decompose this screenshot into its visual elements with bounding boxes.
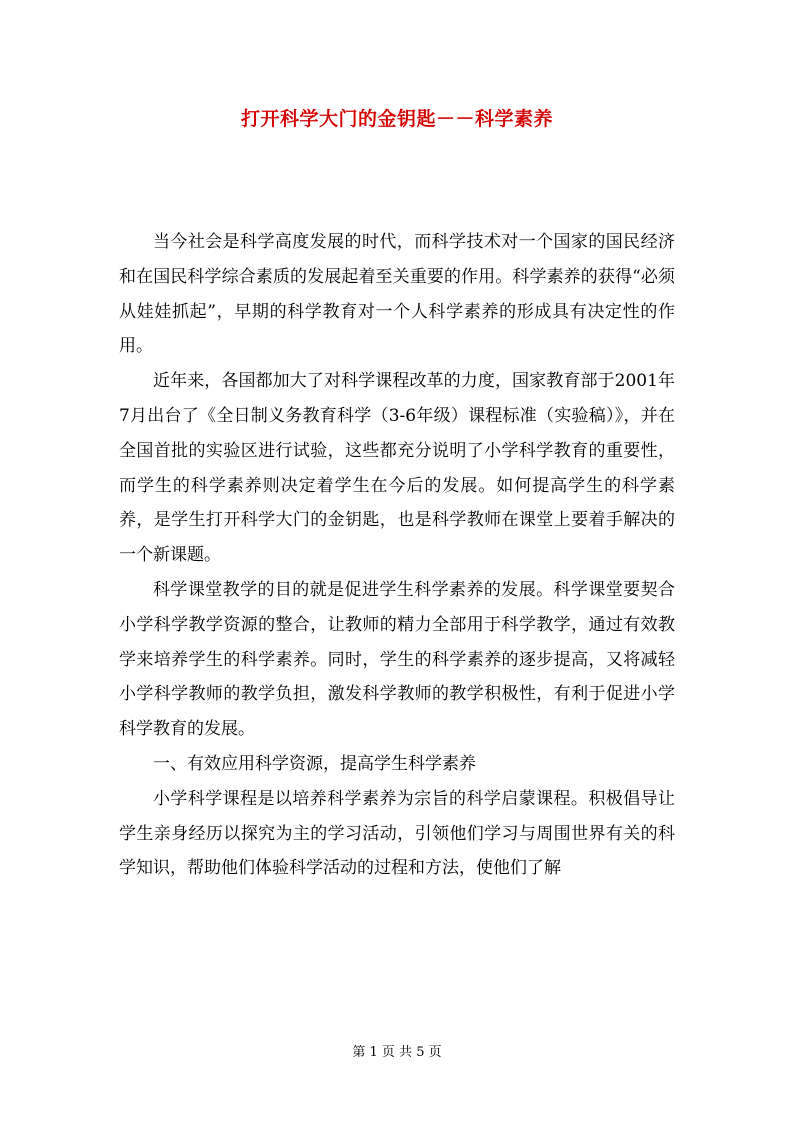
document-body <box>119 225 675 886</box>
paragraph-2: 近年来，各国都加大了对科学课程改革的力度，国家教育部于2001年7月出台了《全日制义务教育科学（3-6年级）课程标准（实验稿）》，并在全国首批的实验区进行试验，这些都充分说明了小学科学教育的重要性，而学生的科学素养则决定着学生在今后的发展。如何提高学生的科学素养，是学生打开科学大门的金钥匙，也是科学教师在课堂上要着手解决的一个新课题。 <box>119 371 675 566</box>
page-number-label: 第 1 页 共 5 页 <box>352 1045 442 1060</box>
page-footer <box>0 1041 794 1060</box>
section-heading-1: 一、有效应用科学资源，提高学生科学素养 <box>153 753 476 774</box>
paragraph-3: 科学课堂教学的目的就是促进学生科学素养的发展。科学课堂要契合小学科学教学资源的整合，让教师的精力全部用于科学教学，通过有效教学来培养学生的科学素养。同时，学生的科学素养的逐步提高，又将减轻小学科学教师的教学负担，激发科学教师的教学积极性，有利于促进小学科学教育的发展。 <box>119 579 675 740</box>
paragraph-4: 小学科学课程是以培养科学素养为宗旨的科学启蒙课程。积极倡导让学生亲身经历以探究为主的学习活动，引领他们学习与周围世界有关的科学知识，帮助他们体验科学活动的过程和方法，使他们了解 <box>119 788 675 879</box>
document-title: 打开科学大门的金钥匙－－科学素养 <box>240 108 553 130</box>
paragraph-1: 当今社会是科学高度发展的时代，而科学技术对一个国家的国民经济和在国民科学综合素质的发展起着至关重要的作用。科学素养的获得“必须从娃娃抓起”，早期的科学教育对一个人科学素养的形成具有决定性的作用。 <box>119 232 675 357</box>
